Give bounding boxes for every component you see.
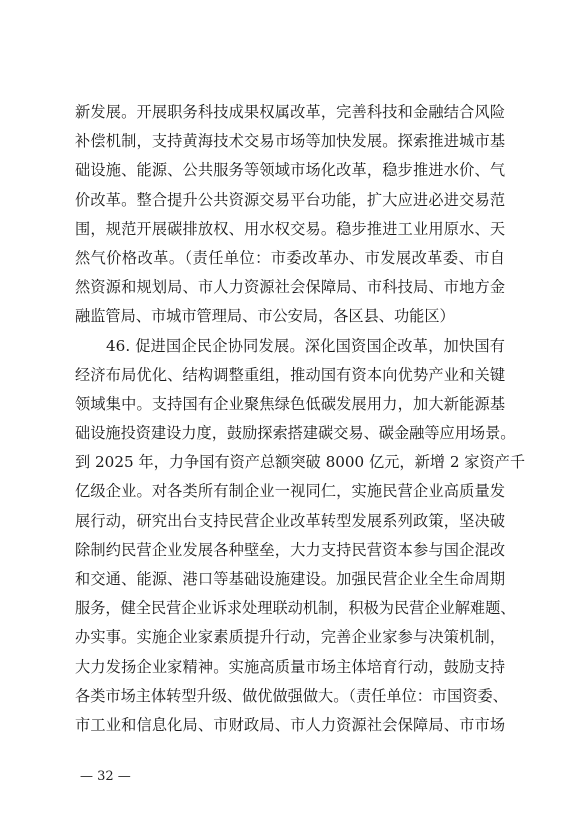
text-line: 46. 促进国企民企协同发展。深化国资国企改革，加快国有 <box>106 336 505 355</box>
text-line: 各类市场主体转型升级、做优做强做大。（责任单位：市国资委、 <box>75 686 508 705</box>
text-line: 融监管局、市城市管理局、市公安局，各区县、功能区） <box>75 307 455 326</box>
text-line: 市工业和信息化局、市财政局、市人力资源社会保障局、市市场 <box>75 715 505 734</box>
text-line: 展行动，研究出台支持民营企业改革转型发展系列政策，坚决破 <box>75 511 505 530</box>
page-number: — 32 — <box>80 769 131 784</box>
text-line: 大力发扬企业家精神。实施高质量市场主体培育行动，鼓励支持 <box>75 657 505 676</box>
text-line: 础设施投资建设力度，鼓励探索搭建碳交易、碳金融等应用场景。 <box>75 424 516 443</box>
text-line: 然资源和规划局、市人力资源社会保障局、市科技局、市地方金 <box>75 278 505 297</box>
text-line: 围，规范开展碳排放权、用水权交易。稳步推进工业用原水、天 <box>75 219 505 238</box>
body-text <box>75 98 526 740</box>
text-line: 然气价格改革。（责任单位：市委改革办、市发展改革委、市自 <box>75 248 505 267</box>
text-line: 础设施、能源、公共服务等领域市场化改革，稳步推进水价、气 <box>75 161 505 180</box>
text-line: 亿级企业。对各类所有制企业一视同仁，实施民营企业高质量发 <box>75 482 505 501</box>
text-line: 经济布局优化、结构调整重组，推动国有资本向优势产业和关键 <box>75 365 505 384</box>
text-line: 价改革。整合提升公共资源交易平台功能，扩大应进必进交易范 <box>75 190 505 209</box>
text-line: 领域集中。支持国有企业聚焦绿色低碳发展用力，加大新能源基 <box>75 394 505 413</box>
text-line: 和交通、能源、港口等基础设施建设。加强民营企业全生命周期 <box>75 570 505 588</box>
text-line: 补偿机制，支持黄海技术交易市场等加快发展。探索推进城市基 <box>75 132 505 151</box>
text-line: 服务，健全民营企业诉求处理联动机制，积极为民营企业解难题、 <box>75 599 516 618</box>
paragraph-2 <box>75 332 526 741</box>
text-line: 到 2025 年，力争国有资产总额突破 8000 亿元，新增 2 家资产千 <box>75 453 526 472</box>
text-line: 除制约民营企业发展各种壁垒，大力支持民营资本参与国企混改 <box>75 540 505 559</box>
paragraph-1 <box>75 98 505 332</box>
text-line: 新发展。开展职务科技成果权属改革，完善科技和金融结合风险 <box>75 103 505 121</box>
text-line: 办实事。实施企业家素质提升行动，完善企业家参与决策机制， <box>75 628 505 647</box>
